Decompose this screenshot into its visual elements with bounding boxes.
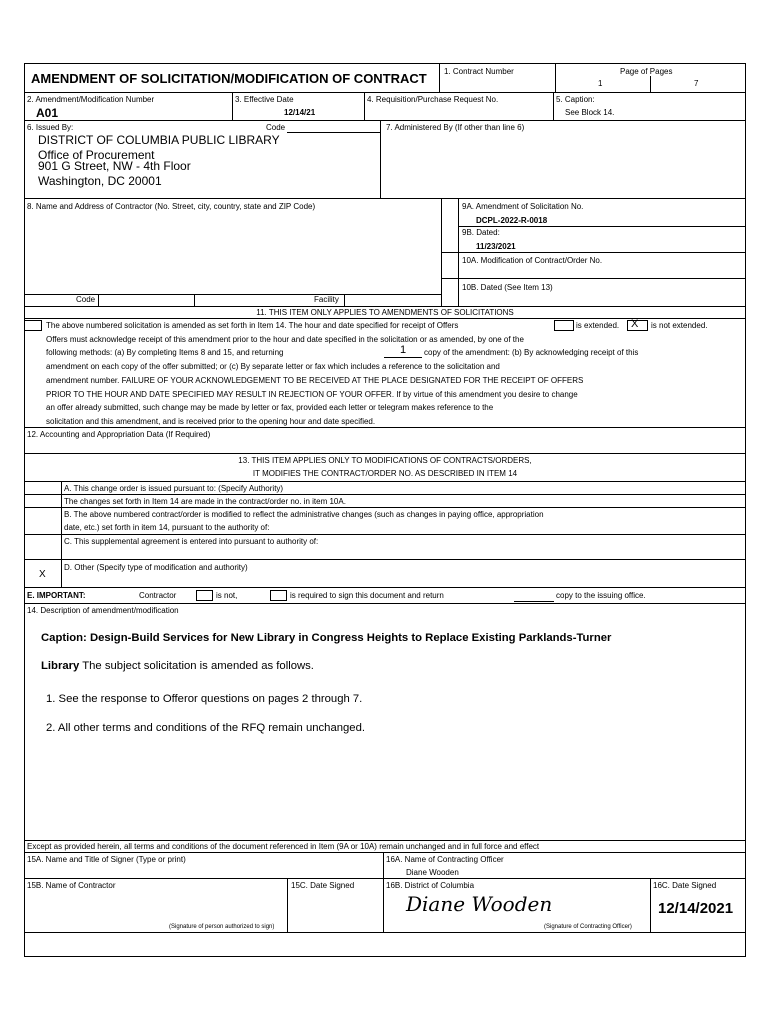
issued-by-code-label: Code — [266, 123, 286, 132]
is-required-checkbox[interactable] — [270, 590, 287, 601]
modification-contract-label: 10A. Modification of Contract/Order No. — [462, 256, 603, 265]
item13-option-d-mark: X — [39, 569, 46, 580]
effective-date-value: 12/14/21 — [284, 108, 316, 117]
solicitation-checkbox[interactable] — [24, 320, 42, 331]
caption-line-2 — [41, 661, 314, 672]
amendment-item: 1. See the response to Offeror questions on pages 2 through 7. — [46, 693, 363, 705]
officer-signature: Diane Wooden — [406, 892, 553, 916]
effective-date-label: 3. Effective Date — [235, 95, 294, 104]
amendment-solicitation-value: DCPL-2022-R-0018 — [476, 216, 548, 225]
issued-by-label: 6. Issued By: — [27, 123, 74, 132]
is-required-label: is required to sign this document and return — [290, 591, 444, 600]
item13-option-a-detail: The changes set forth in Item 14 are made in the contract/order no. in item 10A. — [64, 497, 346, 506]
amendment-item: 2. All other terms and conditions of the RFQ remain unchanged. — [46, 722, 365, 734]
district-label: 16B. District of Columbia — [386, 881, 475, 890]
page-total: 7 — [694, 79, 699, 88]
item13-option-a: A. This change order is issued pursuant to: (Specify Authority) — [64, 484, 284, 493]
amendment-solicitation-label: 9A. Amendment of Solicitation No. — [462, 202, 584, 211]
form-title: AMENDMENT OF SOLICITATION/MODIFICATION OF CONTRACT — [31, 71, 427, 86]
contractor-code-label: Code — [76, 295, 96, 304]
copy-to-office-label: copy to the issuing office. — [556, 591, 646, 600]
item11-line: The above numbered solicitation is amended as set forth in Item 14. The hour and date specified for receipt of Offers — [46, 321, 459, 330]
amendment-number-label: 2. Amendment/Modification Number — [27, 95, 155, 104]
issuer-line: DISTRICT OF COLUMBIA PUBLIC LIBRARY — [38, 133, 280, 147]
caption-line: Caption: Design-Build Services for New Library in Congress Heights to Replace Existing Parklands-Turner — [41, 632, 612, 644]
copies-count: 1 — [399, 344, 407, 356]
item11-line: Offers must acknowledge receipt of this amendment prior to the hour and date specified in the solicitation or as amended, by one of the — [46, 335, 524, 344]
is-not-checkbox[interactable] — [196, 590, 213, 601]
item11-line: amendment on each copy of the offer submitted; or (c) By separate letter or fax which includes a reference to the solicitation and — [46, 362, 500, 371]
is-extended-label: is extended. — [576, 321, 620, 330]
signature-person-caption: (Signature of person authorized to sign) — [169, 924, 275, 930]
issuer-line: Office of Procurement — [38, 148, 155, 162]
item13-heading: IT MODIFIES THE CONTRACT/ORDER NO. AS DESCRIBED IN ITEM 14 — [252, 469, 518, 478]
dated-9b-label: 9B. Dated: — [462, 228, 500, 237]
except-clause: Except as provided herein, all terms and conditions of the document referenced in Item (9A or 10A) remain unchanged and in full force and effect — [27, 842, 540, 851]
caption-library: Library — [41, 660, 80, 672]
item13-option-c: C. This supplemental agreement is entered into pursuant to authority of: — [64, 537, 319, 546]
is-not-label: is not, — [216, 591, 238, 600]
officer-date-value: 12/14/2021 — [658, 900, 734, 917]
caption-rest: The subject solicitation is amended as follows. — [79, 660, 314, 672]
not-extended-check-mark: X — [631, 318, 639, 330]
item11-heading: 11. THIS ITEM ONLY APPLIES TO AMENDMENTS OF SOLICITATIONS — [256, 308, 514, 317]
item11-line: following methods: (a) By completing Items 8 and 15, and returning — [46, 348, 284, 357]
page-of-pages-label: Page of Pages — [620, 67, 673, 76]
amendment-number-value: A01 — [36, 106, 59, 120]
contracting-officer-name: Diane Wooden — [406, 868, 459, 877]
caption-value: See Block 14. — [565, 108, 615, 117]
important-label: E. IMPORTANT: — [27, 591, 86, 600]
facility-label: Facility — [314, 295, 339, 304]
caption-label: 5. Caption: — [556, 95, 595, 104]
dated-10b-label: 10B. Dated (See Item 13) — [462, 283, 553, 292]
page-current: 1 — [598, 79, 603, 88]
item11-line: copy of the amendment: (b) By acknowledging receipt of this — [424, 348, 639, 357]
contractor-name-label: 15B. Name of Contractor — [27, 881, 116, 890]
is-extended-checkbox[interactable] — [554, 320, 574, 331]
description-label: 14. Description of amendment/modification — [27, 606, 179, 615]
dated-9b-value: 11/23/2021 — [476, 242, 516, 251]
item13-heading: 13. THIS ITEM APPLIES ONLY TO MODIFICATIONS OF CONTRACTS/ORDERS, — [238, 456, 532, 465]
item11-line: PRIOR TO THE HOUR AND DATE SPECIFIED MAY RESULT IN REJECTION OF YOUR OFFER. If by virtue of this amendment you desire to change — [46, 390, 578, 399]
administered-by-label: 7. Administered By (If other than line 6) — [386, 123, 525, 132]
signature-officer-caption: (Signature of Contracting Officer) — [544, 924, 632, 930]
signer-name-label: 15A. Name and Title of Signer (Type or print) — [27, 855, 186, 864]
not-extended-label: is not extended. — [651, 321, 708, 330]
contracting-officer-label: 16A. Name of Contracting Officer — [386, 855, 504, 864]
accounting-data-label: 12. Accounting and Appropriation Data (If Required) — [27, 430, 211, 439]
contractor-label: Contractor — [139, 591, 177, 600]
contract-number-label: 1. Contract Number — [444, 67, 514, 76]
issuer-line: Washington, DC 20001 — [38, 174, 162, 188]
item11-line: an offer already submitted, such change may be made by letter or fax, provided each letter or telegram makes reference to the — [46, 403, 494, 412]
item11-line: amendment number. FAILURE OF YOUR ACKNOWLEDGEMENT TO BE RECEIVED AT THE PLACE DESIGNATED FOR THE RECEIPT OF OFFERS — [46, 376, 584, 385]
item13-option-d: D. Other (Specify type of modification and authority) — [64, 563, 248, 572]
item13-option-b: B. The above numbered contract/order is modified to reflect the administrative changes (such as changes in paying office, appropriation — [64, 510, 544, 519]
contractor-date-label: 15C. Date Signed — [291, 881, 355, 890]
requisition-label: 4. Requisition/Purchase Request No. — [367, 95, 499, 104]
contractor-address-label: 8. Name and Address of Contractor (No. Street, city, country, state and ZIP Code) — [27, 202, 316, 211]
officer-date-label: 16C. Date Signed — [653, 881, 717, 890]
item13-option-b-detail: date, etc.) set forth in item 14, pursuant to the authority of: — [64, 523, 270, 532]
item11-line: solicitation and this amendment, and is received prior to the opening hour and date specified. — [46, 417, 376, 426]
issuer-line: 901 G Street, NW - 4th Floor — [38, 159, 191, 173]
